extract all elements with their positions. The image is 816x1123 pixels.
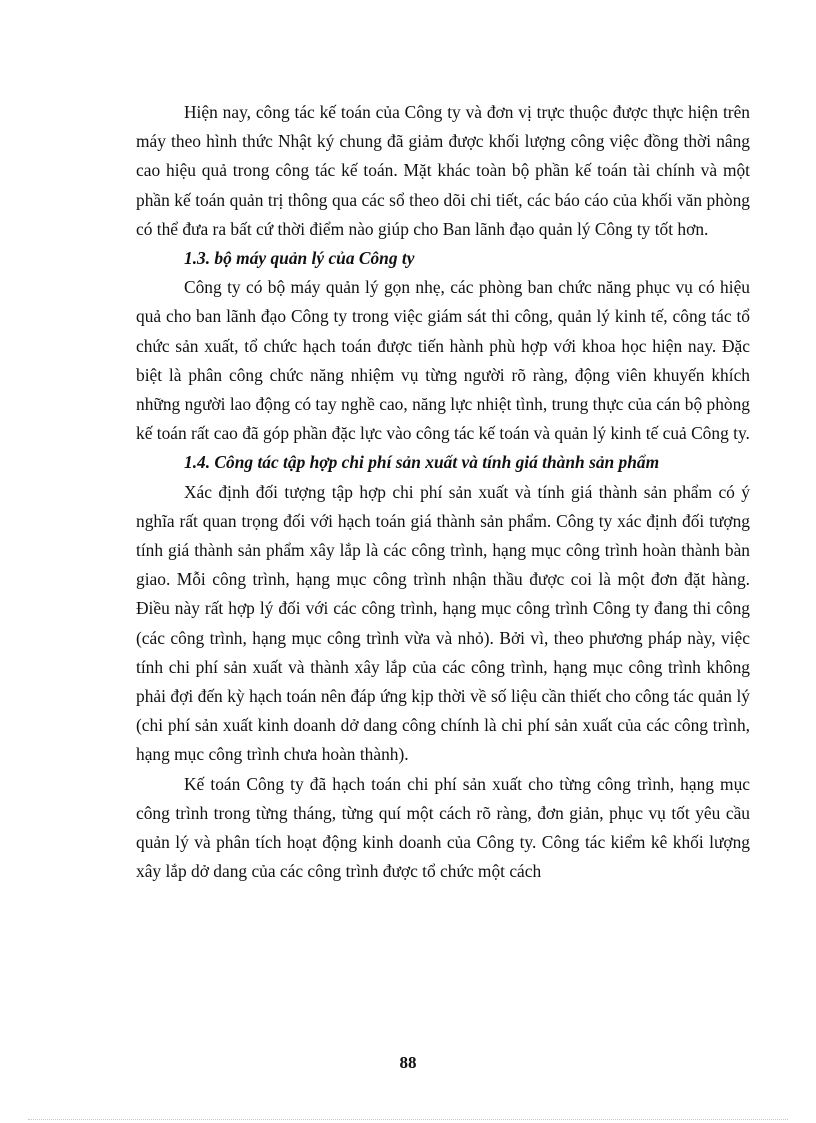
paragraph-management-structure: Công ty có bộ máy quản lý gọn nhẹ, các phòng ban chức năng phục vụ có hiệu quả cho ban lãnh đạo Công ty trong việc giám sát thi công, quản lý kinh tế, công tác tổ chức sản xuất, tổ chức hạch toán được tiến hành phù hợp với khoa học hiện nay. Đặc biệt là phân công chức năng nhiệm vụ từng người rõ ràng, động viên khuyến khích những người lao động có tay nghề cao, năng lực nhiệt tình, trung thực của cán bộ phòng kế toán rất cao đã góp phần đặc lực vào công tác kế toán và quản lý kinh tế cuả Công ty. xyxy=(136,277,750,444)
paragraph-cost-accounting: Kế toán Công ty đã hạch toán chi phí sản xuất cho từng công trình, hạng mục công trình trong từng tháng, từng quí một cách rõ ràng, đơn giản, phục vụ tốt yêu cầu quản lý và phân tích hoạt động kinh doanh của Công ty. Công tác kiểm kê khối lượng xây lắp dở dang của các công trình được tổ chức một cách xyxy=(136,773,750,882)
section-heading-1-4: 1.4. Công tác tập hợp chi phí sản xuất và tính giá thành sản phẩm xyxy=(184,452,660,473)
section-heading-1-3: 1.3. bộ máy quản lý của Công ty xyxy=(184,248,415,269)
footer-divider xyxy=(28,1119,788,1120)
document-body xyxy=(136,98,750,886)
paragraph-cost-object: Xác định đối tượng tập hợp chi phí sản xuất và tính giá thành sản phẩm có ý nghĩa rất quan trọng đối với hạch toán giá thành sản phẩm. Công ty xác định đối tượng tính giá thành sản phẩm xây lắp là các công trình, hạng mục công trình hoàn thành bàn giao. Mỗi công trình, hạng mục công trình nhận thầu được coi là một đơn đặt hàng. Điều này rất hợp lý đối với các công trình, hạng mục công trình Công ty đang thi công (các công trình, hạng mục công trình vừa và nhỏ). Bởi vì, theo phương pháp này, việc tính chi phí sản xuất và thành xây lắp của các công trình, hạng mục công trình không phải đợi đến kỳ hạch toán nên đáp ứng kịp thời về số liệu cần thiết cho công tác quản lý (chi phí sản xuất kinh doanh dở dang công chính là chi phí sản xuất của các công trình, hạng mục công trình chưa hoàn thành). xyxy=(136,481,750,765)
paragraph-accounting-overview: Hiện nay, công tác kế toán của Công ty và đơn vị trực thuộc được thực hiện trên máy theo hình thức Nhật ký chung đã giảm được khối lượng công việc đồng thời nâng cao hiệu quả trong công tác kế toán. Mặt khác toàn bộ phần kế toán tài chính và một phần kế toán quản trị thông qua các sổ theo dõi chi tiết, các báo cáo của khối văn phòng có thể đưa ra bất cứ thời điểm nào giúp cho Ban lãnh đạo quản lý Công ty tốt hơn. xyxy=(136,102,750,239)
page-number: 88 xyxy=(399,1053,417,1072)
